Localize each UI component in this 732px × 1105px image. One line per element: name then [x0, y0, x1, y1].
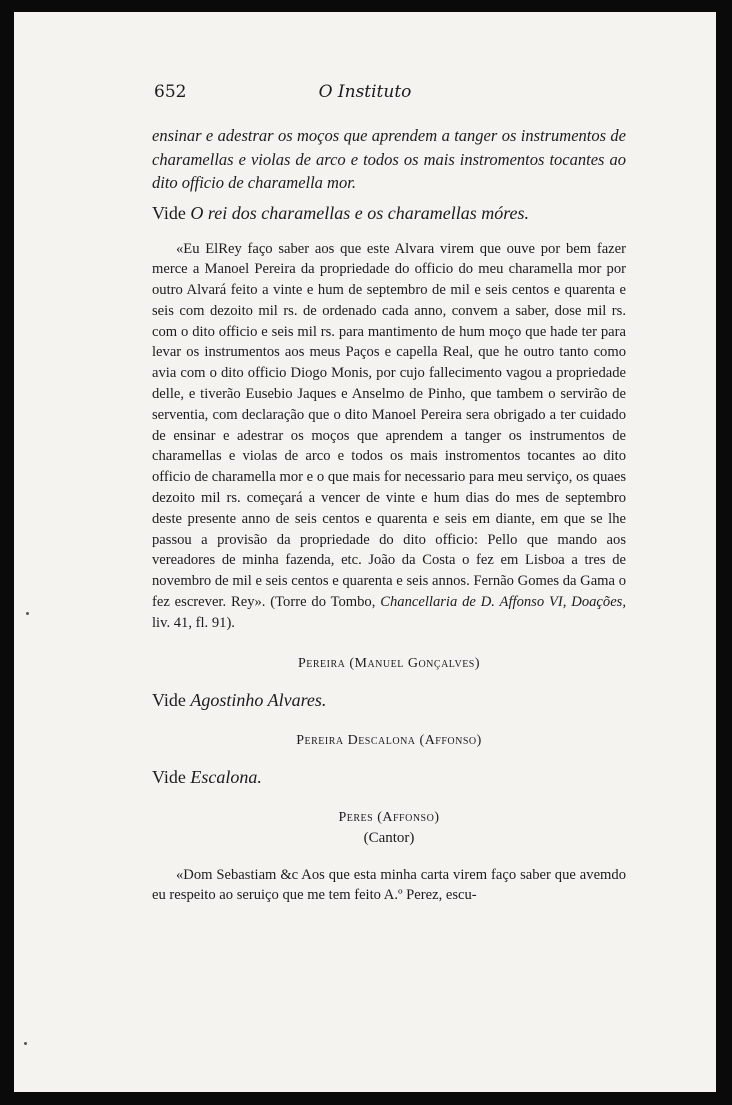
- entry-vide-pereira-manuel: [152, 690, 626, 711]
- entry-heading-pereira-manuel: Pereira (Manuel Gonçalves): [297, 655, 481, 671]
- alvara-citation-source: Chancellaria de D. Affonso VI, Doações,: [380, 594, 626, 611]
- vide-label: Vide: [152, 689, 191, 710]
- page-header: [14, 82, 716, 106]
- alvara-citation-tail: liv. 41, fl. 91).: [152, 614, 235, 631]
- running-title: O Instituto: [318, 82, 412, 102]
- alvara-text: «Eu ElRey faço saber aos que este Alvara virem que ouve por bem fazer merce a Manoel Pereira da propriedade do officio do meu charamella mor por outro Alvará feito a vinte e hum de septembro de mil e seis centos e quarenta e seis com dezoito mil rs. de ordenado cada anno, convem a saber, dose mil rs. com o dito officio e seis mil rs. para mantimento de hum moço que hade ter para levar os instrumentos aos meus Paços e capella Real, que he outro tanto como avia com o dito officio Diogo Monis, por cujo fallecimento vagou a propriedade delle, e tiverão Eusebio Jaques e Anselmo de Pinho, que tambem o servirão de serventia, com declaração que o dito Manoel Pereira sera obrigado a ter cuidado de ensinar e adestrar os moços que aprendem a tanger os instrumentos de charamellas e violas de arco e todos os mais instromentos tocantes ao dito officio de charamella mor e o que mais for necessario para meu serviço, os quaes dezoito mil rs. começará a vencer de vinte e hum dias do mes de septembro deste presente anno de seis centos e quarenta e seis em diante, em que se lhe passou a provisão da propriedade do dito officio: Pello que mando aos vereadores de minha fazenda, etc. João da Costa o fez em Lisboa a tres de novembro de mil e seis centos e quarenta e seis annos. Fernão Gomes da Gama o fez escrever. Rey». (Torre do Tombo,: [152, 240, 626, 611]
- entry-heading-peres-affonso: Peres (Affonso): [338, 809, 440, 825]
- entry-subheading-cantor: (Cantor): [363, 829, 415, 846]
- scan-speck: [26, 612, 29, 615]
- scan-speck: [24, 1042, 27, 1045]
- vide-reference: Escalona.: [190, 766, 262, 787]
- intro-italic-text: ensinar e adestrar os moços que aprendem a tanger os instrumentos de charamellas e violas de arco e todos os mais instromentos tocantes ao dito officio de charamella mor.: [152, 126, 626, 192]
- page-body: [152, 124, 626, 906]
- book-page: [14, 12, 716, 1092]
- alvara-quote: [152, 239, 626, 634]
- page-number: 652: [154, 82, 187, 102]
- entry-vide-pereira-descalona: [152, 767, 626, 788]
- vide-label: Vide: [152, 766, 191, 787]
- vide-reference: O rei dos charamellas e os charamellas móres.: [190, 202, 530, 223]
- vide-label: Vide: [152, 202, 191, 223]
- carta-quote: «Dom Sebastiam &c Aos que esta minha carta virem faço saber que avemdo eu respeito ao seruiço que me tem feito A.º Perez, escu-: [152, 866, 626, 904]
- entry-heading-pereira-descalona: Pereira Descalona (Affonso): [296, 732, 482, 748]
- vide-reference: Agostinho Alvares.: [190, 689, 327, 710]
- intro-vide-line: [152, 201, 626, 225]
